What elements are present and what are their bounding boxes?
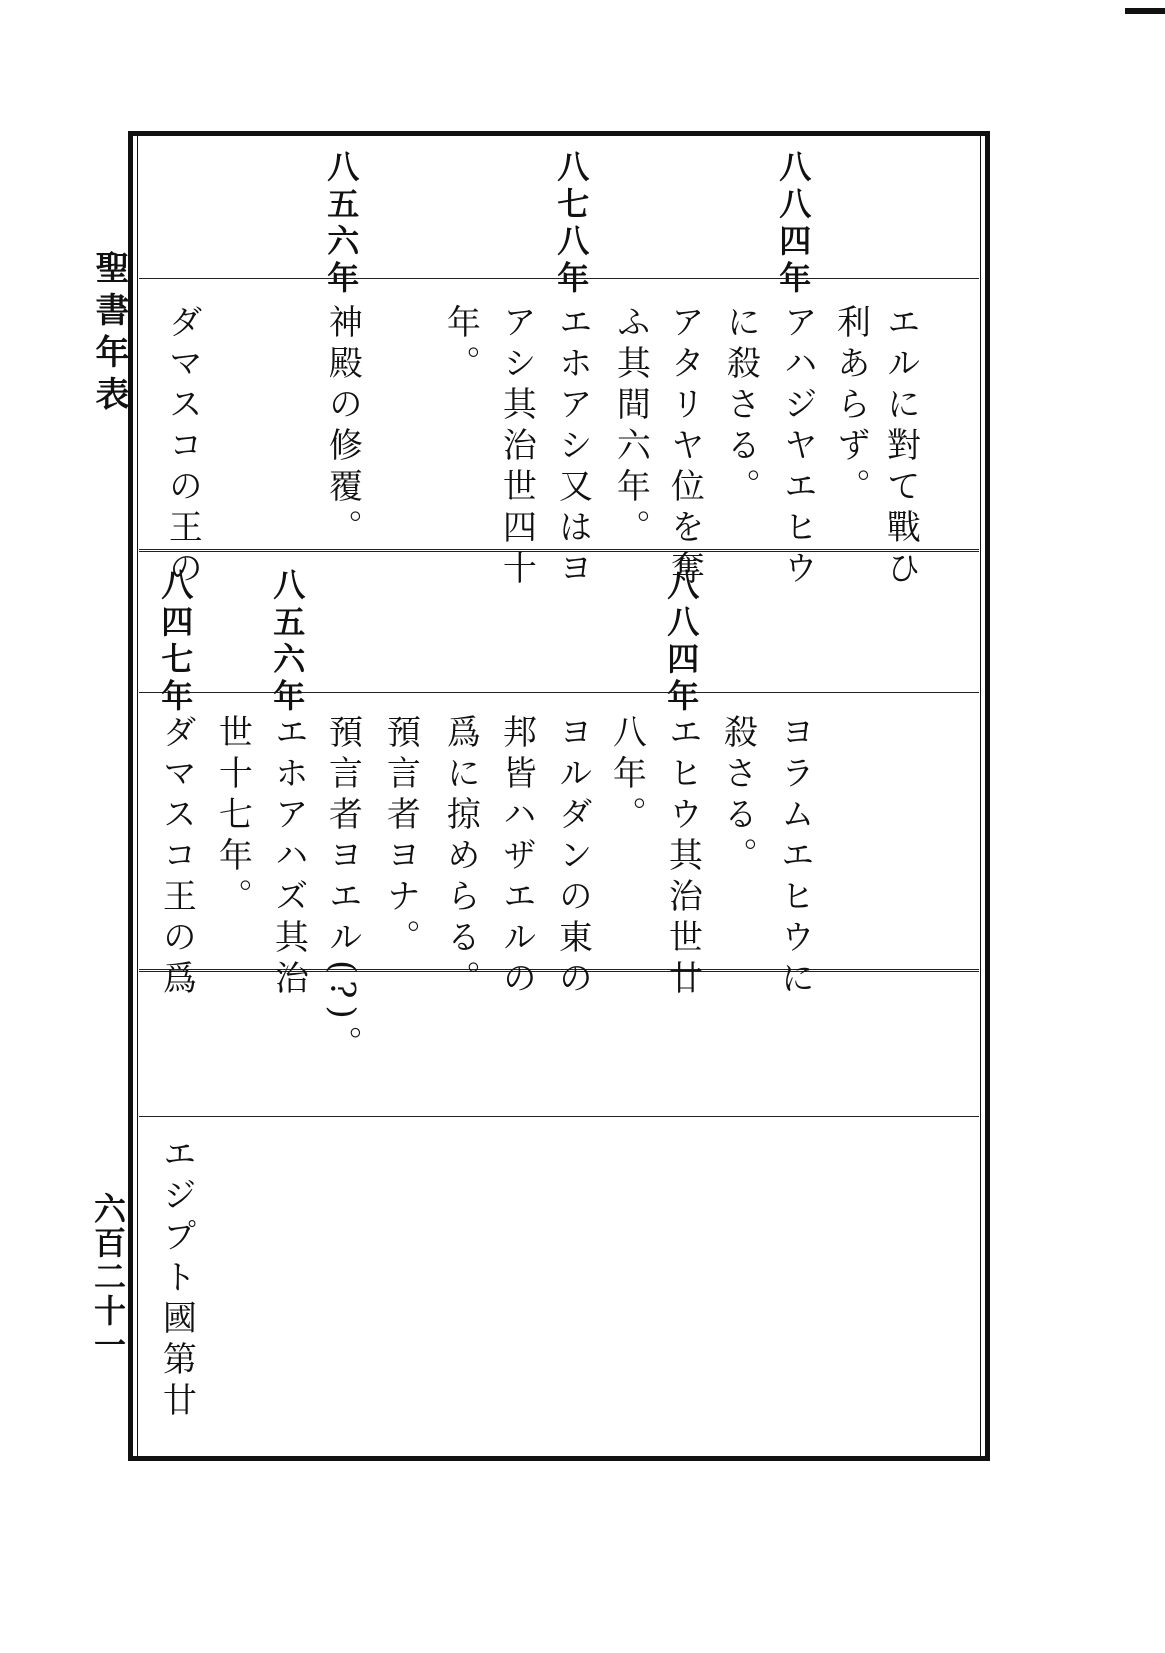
- running-head: 聖書年表: [89, 250, 129, 418]
- entry-line: エホアハズ其治: [268, 714, 309, 1001]
- entry-line: エジプト國第廿: [156, 1136, 197, 1423]
- entry-line: 預言者ヨナ。: [380, 714, 421, 960]
- entry-line: エルに對て戰ひ: [880, 304, 921, 591]
- entry-line: に殺さる。: [720, 304, 761, 509]
- entry-line: ヨルダンの東の: [552, 714, 593, 1001]
- entry-line: アハジヤエヒウ: [777, 304, 818, 591]
- entry-line: エホアシ又はヨ: [552, 304, 593, 591]
- entry-line: 利あらず。: [830, 304, 871, 509]
- entry-line: 殺さる。: [717, 714, 758, 878]
- chronology-table: [128, 131, 990, 1461]
- year-cell: 八五六年: [268, 568, 307, 716]
- corner-mark: [1125, 8, 1165, 14]
- entry-line: ふ其間六年。: [610, 304, 651, 550]
- entry-line: エヒウ其治世廿: [662, 714, 703, 1001]
- year-cell: 八五六年: [322, 150, 361, 298]
- year-cell: 八八四年: [662, 568, 701, 716]
- entry-line: ヨラムエヒウに: [774, 714, 815, 1001]
- entry-line: 邦皆ハザエルの: [496, 714, 537, 1001]
- entry-line: 預言者ヨエル(?)。: [322, 714, 363, 1067]
- entry-line: 年。: [440, 304, 481, 386]
- entry-line: ダマスコの王の: [162, 304, 203, 591]
- year-cell: 八八四年: [774, 150, 813, 298]
- entry-line: 世十七年。: [212, 714, 253, 919]
- entry-line: 爲に掠めらる。: [440, 714, 481, 1001]
- rule: [139, 692, 979, 693]
- year-cell: 八七八年: [552, 150, 591, 298]
- entry-line: 八年。: [606, 714, 647, 837]
- entry-line: アタリヤ位を奪: [664, 304, 705, 591]
- page-number: 六百二十一: [89, 1192, 127, 1362]
- entry-line: アシ其治世四十: [496, 304, 537, 591]
- year-cell: 八四七年: [156, 568, 195, 716]
- entry-line: ダマスコ王の爲: [156, 714, 197, 1001]
- rule: [139, 1116, 979, 1117]
- entry-line: 神殿の修覆。: [322, 304, 363, 550]
